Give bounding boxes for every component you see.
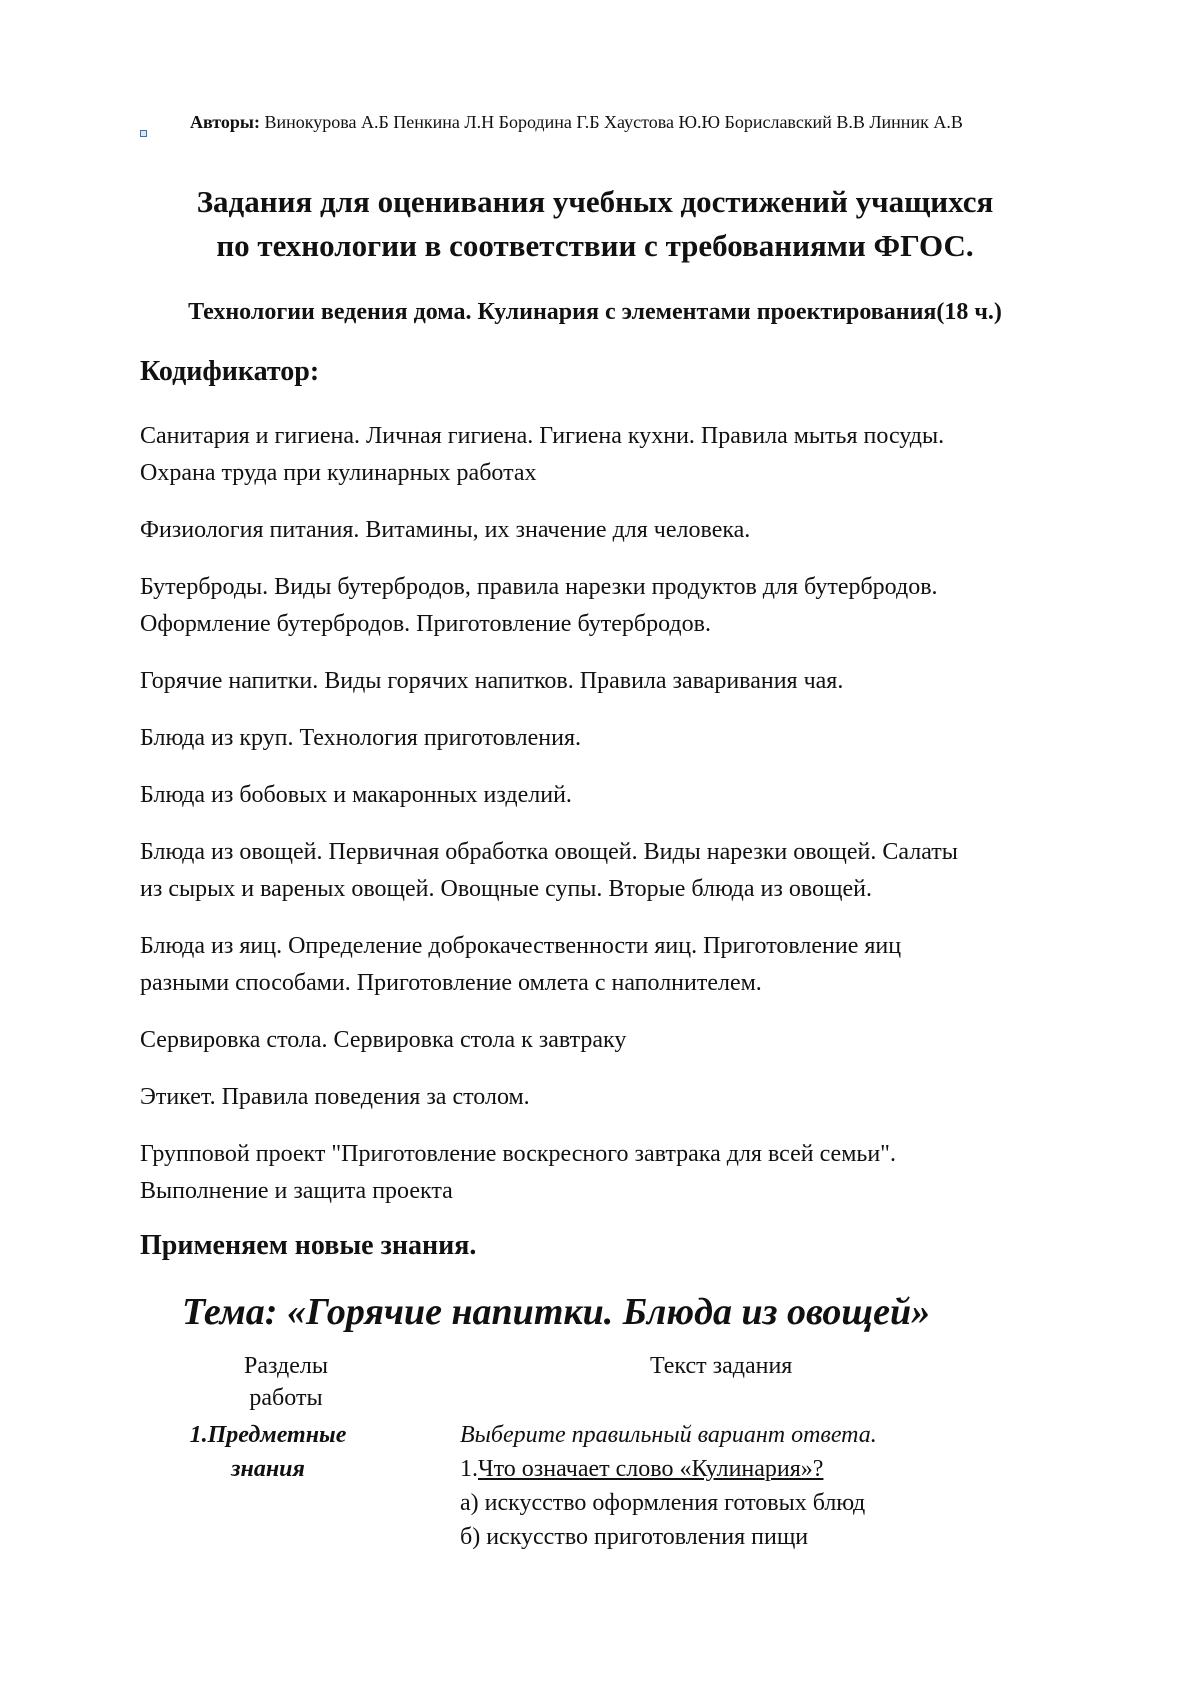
codifier-item bbox=[140, 1136, 1120, 1210]
codifier-item-line: Блюда из яиц. Определение доброкачественности яиц. Приготовление яиц bbox=[140, 933, 902, 959]
codifier-item-line: Блюда из бобовых и макаронных изделий. bbox=[140, 782, 572, 808]
column-header-line: работы bbox=[249, 1385, 323, 1411]
section-name bbox=[168, 1418, 368, 1486]
codifier-item bbox=[140, 928, 1120, 1002]
bullet-marker-icon bbox=[140, 130, 147, 137]
codifier-item bbox=[140, 834, 1120, 908]
column-header-task-text: Текст задания bbox=[650, 1353, 793, 1379]
codifier-item-line: Физиология питания. Витамины, их значение для человека. bbox=[140, 517, 751, 543]
codifier-item-line: Блюда из овощей. Первичная обработка овощей. Виды нарезки овощей. Салаты bbox=[140, 839, 958, 865]
title-line-2: по технологии в соответствии с требованиями ФГОС. bbox=[216, 228, 974, 263]
codifier-item bbox=[140, 777, 1120, 814]
section-name-line: 1.Предметные bbox=[189, 1422, 347, 1448]
codifier-item-line: из сырых и вареных овощей. Овощные супы. Вторые блюда из овощей. bbox=[140, 876, 872, 902]
codifier-heading: Кодификатор: bbox=[140, 356, 320, 387]
codifier-item bbox=[140, 1022, 1120, 1059]
codifier-item-line: Санитария и гигиена. Личная гигиена. Гигиена кухни. Правила мытья посуды. bbox=[140, 423, 945, 449]
topic-title: Тема: «Горячие напитки. Блюда из овощей» bbox=[182, 1291, 931, 1333]
question-text: Что означает слово «Кулинария»? bbox=[478, 1456, 824, 1482]
codifier-item-line: Блюда из круп. Технология приготовления. bbox=[140, 725, 581, 751]
authors-names: Винокурова А.Б Пенкина Л.Н Бородина Г.Б Хаустова Ю.Ю Бориславский В.В Линник А.В bbox=[259, 112, 963, 132]
codifier-item-line: Выполнение и защита проекта bbox=[140, 1178, 453, 1204]
authors-label: Авторы: bbox=[190, 112, 260, 132]
task-instruction: Выберите правильный вариант ответа. bbox=[460, 1422, 877, 1448]
codifier-item bbox=[140, 569, 1120, 643]
codifier-item bbox=[140, 418, 1120, 492]
answer-option-b: б) искусство приготовления пищи bbox=[460, 1524, 809, 1550]
codifier-item bbox=[140, 720, 1120, 757]
title-line-1: Задания для оценивания учебных достижений учащихся bbox=[196, 184, 994, 219]
codifier-item bbox=[140, 663, 1120, 700]
page-title bbox=[0, 180, 1190, 268]
apply-heading: Применяем новые знания. bbox=[140, 1230, 477, 1261]
task-block bbox=[460, 1418, 877, 1554]
codifier-item bbox=[140, 1079, 1120, 1116]
answer-option-a: а) искусство оформления готовых блюд bbox=[460, 1490, 866, 1516]
codifier-item-line: Охрана труда при кулинарных работах bbox=[140, 460, 537, 486]
question-number: 1. bbox=[460, 1456, 478, 1482]
section-name-line: знания bbox=[231, 1456, 305, 1482]
column-header-sections bbox=[206, 1350, 366, 1414]
codifier-list bbox=[140, 418, 1120, 1230]
task-question bbox=[460, 1452, 877, 1486]
codifier-item bbox=[140, 512, 1120, 549]
codifier-item-line: Оформление бутербродов. Приготовление бутербродов. bbox=[140, 611, 711, 637]
codifier-item-line: разными способами. Приготовление омлета с наполнителем. bbox=[140, 970, 762, 996]
page-subtitle: Технологии ведения дома. Кулинария с элементами проектирования(18 ч.) bbox=[188, 299, 1002, 325]
codifier-item-line: Сервировка стола. Сервировка стола к завтраку bbox=[140, 1027, 627, 1053]
authors-line bbox=[190, 112, 963, 133]
codifier-item-line: Бутерброды. Виды бутербродов, правила нарезки продуктов для бутербродов. bbox=[140, 574, 938, 600]
codifier-item-line: Групповой проект "Приготовление воскресного завтрака для всей семьи". bbox=[140, 1141, 896, 1167]
column-header-line: Разделы bbox=[243, 1353, 328, 1379]
codifier-item-line: Этикет. Правила поведения за столом. bbox=[140, 1084, 530, 1110]
codifier-item-line: Горячие напитки. Виды горячих напитков. Правила заваривания чая. bbox=[140, 668, 844, 694]
